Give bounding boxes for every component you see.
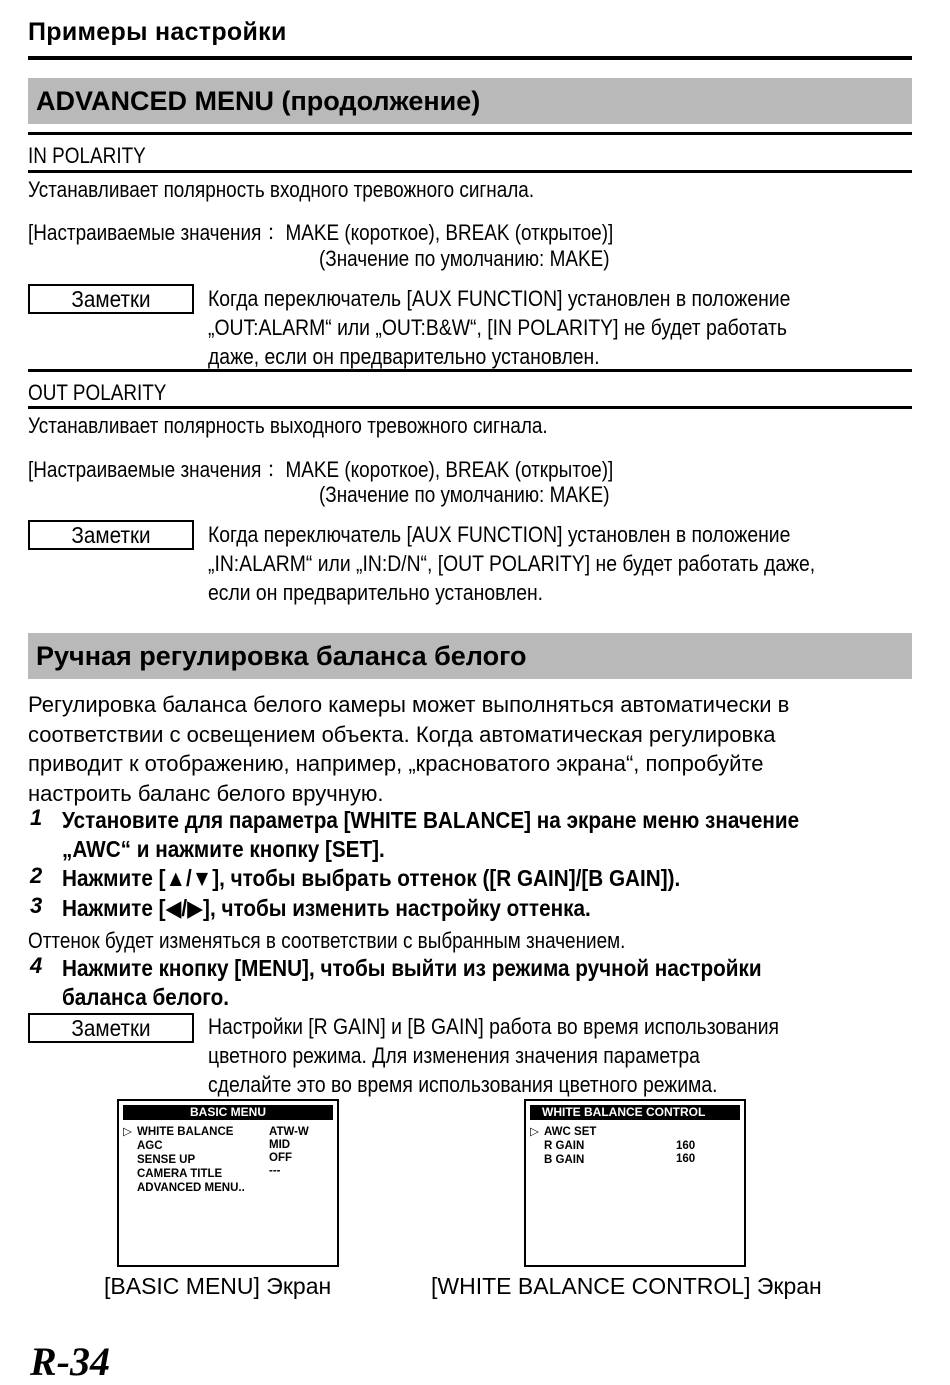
step-number: 3 bbox=[30, 893, 43, 918]
white-balance-intro bbox=[28, 690, 789, 808]
menu-item-value: 160 bbox=[676, 1153, 696, 1165]
intro-line: соответствии с освещением объекта. Когда автоматическая регулировка bbox=[28, 721, 776, 747]
note-label: Заметки bbox=[71, 286, 151, 312]
divider bbox=[28, 406, 912, 409]
menu-item-label: AGC bbox=[137, 1140, 163, 1152]
out-polarity-default: (Значение по умолчанию: MAKE) bbox=[319, 482, 610, 507]
note-line: Когда переключатель [AUX FUNCTION] установлен в положение bbox=[208, 522, 791, 547]
menu-item-label: B GAIN bbox=[544, 1154, 585, 1166]
note-line: Когда переключатель [AUX FUNCTION] установлен в положение bbox=[208, 286, 791, 311]
basic-menu-caption: [BASIC MENU] Экран bbox=[104, 1273, 332, 1299]
intro-line: приводит к отображению, например, „красноватого экрана“, попробуйте bbox=[28, 751, 764, 776]
menu-item-label: AWC SET bbox=[544, 1126, 597, 1138]
note-label-box bbox=[28, 284, 194, 314]
menu-item-label: CAMERA TITLE bbox=[137, 1168, 223, 1180]
in-polarity-description: Устанавливает полярность входного тревожного сигнала. bbox=[28, 177, 535, 202]
menu-item-label: SENSE UP bbox=[137, 1154, 196, 1166]
note-line: сделайте это во время использования цветного режима. bbox=[208, 1072, 718, 1097]
cursor-icon: ▷ bbox=[530, 1126, 539, 1138]
intro-line: Регулировка баланса белого камеры может выполняться автоматически в bbox=[28, 692, 790, 717]
basic-menu-screen bbox=[117, 1099, 339, 1267]
step-line: Нажмите [◀/▶], чтобы изменить настройку оттенка. bbox=[62, 895, 591, 921]
in-polarity-note bbox=[208, 284, 870, 371]
note-line: Настройки [R GAIN] и [B GAIN] работа во время использования bbox=[208, 1014, 780, 1039]
step-4 bbox=[62, 954, 839, 1012]
step-1 bbox=[62, 806, 881, 864]
out-polarity-title: OUT POLARITY bbox=[28, 380, 167, 405]
divider bbox=[28, 369, 912, 372]
note-line: „IN:ALARM“ или „IN:D/N“, [OUT POLARITY] не будет работать даже, bbox=[208, 551, 816, 576]
menu-item-label: ADVANCED MENU.. bbox=[137, 1182, 245, 1194]
cursor-icon: ▷ bbox=[123, 1126, 132, 1138]
menu-item-value: OFF bbox=[269, 1152, 292, 1164]
white-balance-control-screen bbox=[524, 1099, 746, 1267]
out-polarity-description: Устанавливает полярность выходного тревожного сигнала. bbox=[28, 413, 548, 438]
note-label-box bbox=[28, 1013, 194, 1043]
note-label: Заметки bbox=[71, 1015, 151, 1041]
step-line: Установите для параметра [WHITE BALANCE] на экране меню значение bbox=[62, 807, 800, 833]
in-polarity-default: (Значение по умолчанию: MAKE) bbox=[319, 246, 610, 271]
step-line: Нажмите [▲/▼], чтобы выбрать оттенок ([R GAIN]/[B GAIN]). bbox=[62, 865, 681, 891]
header-rule bbox=[28, 56, 912, 60]
section-heading-advanced-menu: ADVANCED MENU (продолжение) bbox=[28, 78, 912, 124]
divider bbox=[28, 132, 912, 135]
step-line: баланса белого. bbox=[62, 984, 230, 1010]
out-polarity-values: [Настраиваемые значения ：MAKE (короткое), BREAK (открытое)] bbox=[28, 457, 614, 482]
white-balance-note bbox=[208, 1012, 857, 1099]
step-number: 4 bbox=[30, 953, 43, 978]
menu-item-label: R GAIN bbox=[544, 1140, 585, 1152]
screen-title-bar: BASIC MENU bbox=[123, 1105, 333, 1120]
step-line: „AWC“ и нажмите кнопку [SET]. bbox=[62, 836, 385, 862]
note-label-box bbox=[28, 520, 194, 550]
note-line: если он предварительно установлен. bbox=[208, 580, 544, 605]
step-number: 1 bbox=[30, 805, 43, 830]
divider bbox=[28, 170, 912, 173]
menu-item-value: --- bbox=[269, 1165, 281, 1177]
screen-title-bar: WHITE BALANCE CONTROL bbox=[530, 1105, 740, 1120]
step-3 bbox=[62, 894, 649, 923]
note-line: цветного режима. Для изменения значения параметра bbox=[208, 1043, 700, 1068]
note-line: даже, если он предварительно установлен. bbox=[208, 344, 600, 369]
step-3-result: Оттенок будет изменяться в соответствии с выбранным значением. bbox=[28, 928, 626, 953]
white-balance-control-caption: [WHITE BALANCE CONTROL] Экран bbox=[431, 1273, 822, 1299]
menu-item-value: ATW-W bbox=[269, 1126, 309, 1138]
note-line: „OUT:ALARM“ или „OUT:B&W“, [IN POLARITY] не будет работать bbox=[208, 315, 787, 340]
note-label: Заметки bbox=[71, 522, 151, 548]
step-2 bbox=[62, 864, 749, 893]
menu-item-label: WHITE BALANCE bbox=[137, 1126, 234, 1138]
in-polarity-title: IN POLARITY bbox=[28, 143, 146, 168]
step-number: 2 bbox=[30, 863, 43, 888]
out-polarity-note bbox=[208, 520, 898, 607]
menu-item-value: 160 bbox=[676, 1140, 696, 1152]
section-heading-white-balance: Ручная регулировка баланса белого bbox=[28, 633, 912, 679]
intro-line: настроить баланс белого вручную. bbox=[28, 780, 384, 806]
in-polarity-values: [Настраиваемые значения ：MAKE (короткое), BREAK (открытое)] bbox=[28, 220, 614, 245]
page-header-title: Примеры настройки bbox=[28, 18, 287, 46]
step-line: Нажмите кнопку [MENU], чтобы выйти из режима ручной настройки bbox=[62, 955, 762, 981]
page-number: R-34 bbox=[30, 1339, 110, 1384]
menu-item-value: MID bbox=[269, 1139, 291, 1151]
